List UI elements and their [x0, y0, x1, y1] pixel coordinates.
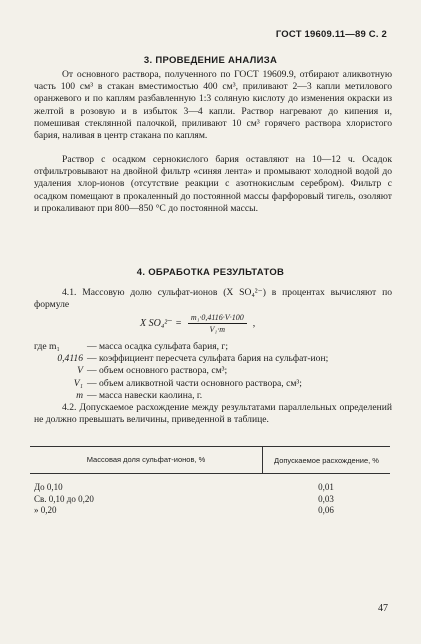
sulfate-formula — [140, 313, 255, 334]
variable-definitions — [34, 341, 394, 402]
definition-symbol: V₁ — [73, 377, 83, 389]
clause-4-2-text: 4.2. Допускаемое расхождение между результатами параллельных определений не должно превышать величины, приведенной в таблице. — [34, 402, 392, 426]
definition-text: — масса навески каолина, г. — [87, 389, 203, 401]
formula-lhs: X SO₄²⁻ = — [140, 318, 182, 329]
section-3-paragraph-2 — [34, 154, 392, 215]
table-header-mass-fraction: Массовая доля сульфат-ионов, % — [30, 447, 263, 473]
formula-numerator: m₁·0,4116·V·100 — [188, 313, 247, 324]
definition-symbol: m — [76, 389, 83, 401]
definition-row — [34, 390, 394, 402]
definition-text: — объем основного раствора, см³; — [87, 365, 228, 377]
section-3-title: 3. ПРОВЕДЕНИЕ АНАЛИЗА — [143, 55, 278, 66]
definition-row — [34, 353, 394, 365]
definition-symbol: 0,4116 — [57, 353, 83, 365]
table-cell-value: 0,01 — [318, 482, 334, 492]
definition-row — [34, 341, 394, 353]
tolerance-table — [30, 446, 390, 517]
table-cell-range: До 0,10 — [34, 482, 63, 492]
definition-text: — масса осадка сульфата бария, г; — [87, 341, 229, 352]
formula-fraction — [188, 313, 247, 334]
section-3-paragraph-1 — [34, 69, 392, 142]
table-cell-range: Св. 0,10 до 0,20 — [34, 493, 94, 504]
section-3-paragraph-1-text: От основного раствора, полученного по ГОСТ 19609.9, отбирают аликвотную часть 100 см³ в стакан вместимостью 400 см³, приливают 2—3 капли метилового оранжевого и по каплям разбавленную 1:3 соляную кислоту до изменения окраски из желтой в розовую и в избыток 3—4 капли. Раствор нагревают до кипения и, помешивая стеклянной палочкой, приливают 10 см³ горячего раствора хлористого бария, наливая в центр стакана по каплям. — [34, 69, 392, 142]
definition-symbol: V — [77, 365, 83, 377]
table-header-tolerance: Допускаемое расхождение, % — [274, 455, 379, 465]
formula-comma: , — [252, 318, 256, 329]
table-header — [30, 447, 390, 473]
table-cell-range: » 0,20 — [34, 505, 57, 515]
table-column-ranges — [30, 482, 262, 517]
definition-text: — объем аликвотной части основного раствора, см³; — [87, 377, 302, 389]
page-number: 47 — [378, 603, 388, 614]
definition-row — [34, 365, 394, 377]
clause-4-2 — [34, 402, 392, 426]
clause-4-1-text: 4.1. Массовую долю сульфат-ионов (X SO₄²⁻) в процентах вычисляют по формуле — [34, 287, 392, 311]
definition-symbol: где m₁ — [34, 341, 60, 352]
section-4-title: 4. ОБРАБОТКА РЕЗУЛЬТАТОВ — [136, 267, 285, 278]
definition-text: — коэффициент пересчета сульфата бария на сульфат-ион; — [87, 353, 329, 365]
table-cell-value: 0,06 — [318, 505, 334, 515]
page-header: ГОСТ 19609.11—89 С. 2 — [275, 29, 387, 40]
table-body — [30, 474, 390, 517]
definition-row — [34, 378, 394, 390]
table-column-values — [262, 482, 390, 517]
clause-4-1 — [34, 287, 392, 311]
section-3-paragraph-2-text: Раствор с осадком сернокислого бария оставляют на 10—12 ч. Осадок отфильтровывают на двойной фильтр «синяя лента» и промывают холодной водой до удаления хлор-ионов (отсутствие реакции с азотнокислым серебром). Фильтр с осадком помещают в прокаленный до постоянной массы фарфоровый тигель, озоляют и прокаливают при 800—850 °С до постоянной массы. — [34, 154, 392, 214]
formula-denominator: V₁·m — [209, 325, 225, 334]
table-cell-value: 0,03 — [318, 493, 334, 504]
